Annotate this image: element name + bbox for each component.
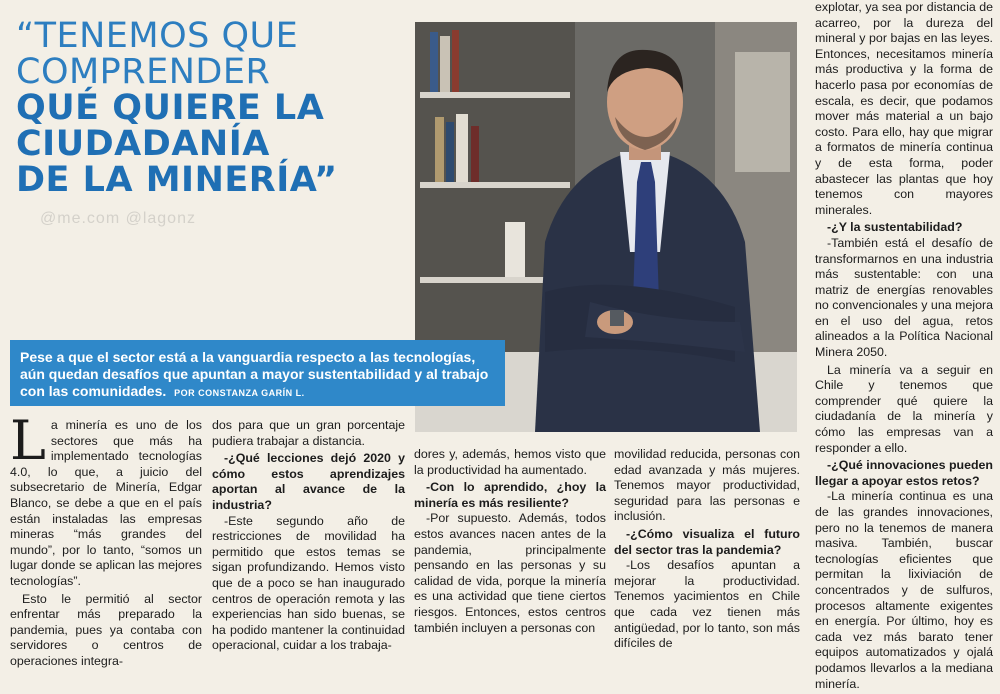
col5-paragraph-1: explotar, ya sea por distancia de acarreo, por la dureza del mineral y por bajas en las leyes. Entonces, necesitamos minería más productiva y la forma de hacerlo pasa por economías de escala, es decir, que podamos mover más material a un bajo costo. Para ello, hay que migrar a formatos de minería continua y de esta forma, poder abastecer las plantas que hoy tenemos con mayores minerales. xyxy=(815,0,993,217)
column-1 xyxy=(10,409,202,672)
col3-paragraph-2: -Por supuesto. Además, todos estos avances nacen antes de la pandemia, principalmente pensando en las personas y su calidad de vida, porque la minería es una actividad que tiene ciertos riesgos. Entonces, estos centros también incluyen a personas con xyxy=(414,511,606,635)
title-line-1: “TENEMOS QUE xyxy=(16,16,299,56)
title-line-4: CIUDADANÍA xyxy=(16,124,270,164)
col5-paragraph-4: -La minería continua es una de las grandes innovaciones, pero no la tenemos de manera masiva. También, buscar tecnologías eficientes que permitan la lixiviación de concentrados y de sulfuros, procesos altamente exigentes en energía. Por último, hoy es cada vez más barato tener equipos automatizados y ojalá podamos llevarlos a la mediana minería. xyxy=(815,489,993,691)
col2-paragraph-1: dos para que un gran porcentaje pudiera trabajar a distancia. xyxy=(212,418,405,448)
lead-paragraph xyxy=(10,340,505,406)
title-line-3: QUÉ QUIERE LA xyxy=(16,88,325,128)
dropcap: L xyxy=(10,409,46,472)
col5-paragraph-2: -También está el desafío de transformarnos en una industria más sustentable: con una matriz de energías renovables no convencionales y una mejora en el uso del agua, retos alineados a la Política Nacional Minera 2050. xyxy=(815,235,993,360)
col3-question-1: -Con lo aprendido, ¿hoy la minería es más resiliente? xyxy=(414,480,606,510)
column-5 xyxy=(815,0,993,694)
col1-paragraph-2: Esto le permitió al sector enfrentar más preparado la pandemia, pues ya contaba con servidores o centros de operaciones integra- xyxy=(10,591,202,668)
article-title xyxy=(16,18,416,198)
column-3 xyxy=(414,447,606,638)
col4-paragraph-2: -Los desafíos apuntan a mejorar la productividad. Tenemos yacimientos en Chile que cada vez tienen más antigüedad, por lo tanto, son más difíciles de xyxy=(614,558,800,651)
column-4 xyxy=(614,447,800,654)
col1-paragraph-1: a minería es uno de los sectores que más ha implementado tecnologías 4.0, lo que, a juicio del subsecretario de Minería, Edgar Blanco, se debe a que en el país están instaladas las empresas mineras “más grandes del mundo”, por lo tanto, “somos un lugar donde se aplican las mejores tecnologías”. xyxy=(10,418,202,588)
col2-paragraph-2: -Este segundo año de restricciones de movilidad ha permitido que estos temas se sigan profundizando. Hemos visto que de a poco se han inaugurado centros de operación remota y las experiencias han sido buenas, se ha podido mantener la continuidad operacional, cuidar a los trabaja- xyxy=(212,513,405,653)
title-line-5: DE LA MINERÍA” xyxy=(16,160,338,200)
col5-question-2: -¿Qué innovaciones pueden llegar a apoyar estos retos? xyxy=(815,458,993,488)
watermark: @me.com @lagonz xyxy=(40,210,196,227)
col5-paragraph-3: La minería va a seguir en Chile y tenemos que comprender qué quiere la ciudadanía de la minería y cómo las empresas van a responder a ello. xyxy=(815,362,993,455)
col3-paragraph-1: dores y, además, hemos visto que la productividad ha aumentado. xyxy=(414,447,606,477)
lead-text: Pese a que el sector está a la vanguardia respecto a las tecnologías, aún quedan desafíos que apuntan a mayor sustentabilidad y al trabajo con las comunidades. xyxy=(20,349,489,399)
col4-question-1: -¿Cómo visualiza el futuro del sector tras la pandemia? xyxy=(614,526,800,557)
byline: POR CONSTANZA GARÍN L. xyxy=(174,388,305,398)
col5-question-1: -¿Y la sustentabilidad? xyxy=(827,220,963,235)
col2-question-1: -¿Qué lecciones dejó 2020 y cómo estos aprendizajes aportan al avance de la industria? xyxy=(212,451,405,512)
col4-paragraph-1: movilidad reducida, personas con edad avanzada y más mujeres. Tenemos mayor productividad, seguridad para las personas e inclusión. xyxy=(614,447,800,524)
column-2 xyxy=(212,418,405,656)
title-line-2: COMPRENDER xyxy=(16,52,271,92)
